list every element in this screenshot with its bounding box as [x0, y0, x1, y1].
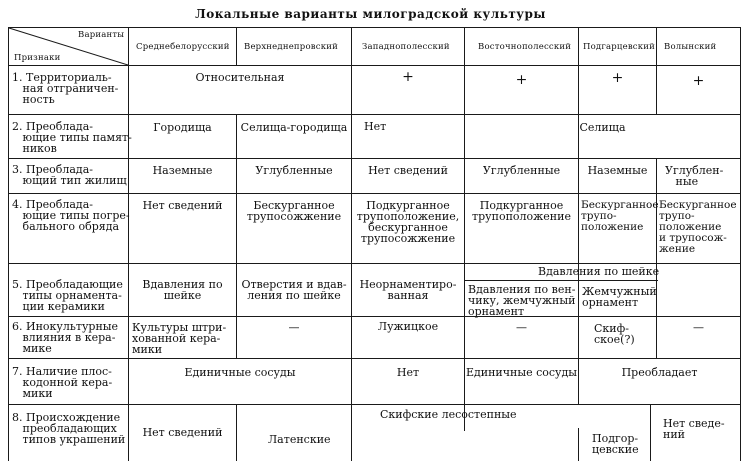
row1-cell-v4: + [515, 72, 528, 88]
row2-cell-v3: Нет [364, 120, 387, 133]
row8-cell-span: Скифские лесостепные [380, 408, 517, 421]
row5-cell-v2: Отверстия и вдав- ления по шейке [241, 278, 347, 302]
row4-cell-v1: Нет сведений [142, 199, 223, 212]
row2-cell-merged: Селища [579, 121, 626, 134]
row-label-8: 8. Происхождение преобладающих типов украшений [12, 411, 126, 446]
row1-cell-v6: + [692, 73, 705, 89]
row6-cell-v2: — [288, 321, 300, 334]
header-variant-2: Верхнеднепровский [244, 42, 338, 52]
row-label-7: 7. Наличие плос- кодонной кера- мики [12, 365, 113, 400]
row6-cell-v5: Скиф- ское(?) [594, 322, 635, 346]
row4-cell-v3: Подкурганное трупоположение, бескурганное трупосожжение [356, 199, 460, 245]
header-variant-3: Западнополесский [362, 42, 450, 52]
row3-cell-v2: Углубленные [255, 164, 333, 177]
row-label-3: 3. Преоблада- ющий тип жилищ [12, 163, 127, 187]
corner-features-label: Признаки [14, 53, 61, 63]
row8-cell-v6: Нет сведе- ний [663, 417, 725, 441]
row2-cell-v2: Селища-городища [240, 121, 348, 134]
row-label-6: 6. Инокультурные влияния в кера- мике [12, 320, 119, 355]
row7-cell-merged-12: Единичные сосуды [184, 366, 296, 379]
header-variant-1: Среднебелорусский [136, 42, 230, 52]
row4-cell-v4: Подкурганное трупоположение [472, 199, 571, 223]
header-variant-6: Волынский [664, 42, 717, 52]
row5-cell-v4: Вдавления по вен- чику, жемчужный орнамент [468, 283, 576, 318]
row4-cell-v2: Бескурганное трупосожжение [246, 199, 342, 223]
row4-cell-v5: Бескурганное трупо- положение [581, 199, 659, 233]
row3-cell-v5: Наземные [587, 164, 648, 177]
header-variant-5: Подгарцевский [583, 42, 656, 52]
row2-cell-v1: Городища [153, 121, 212, 134]
row7-cell-v4: Единичные сосуды [465, 366, 578, 379]
row3-cell-v3: Нет сведений [368, 164, 448, 177]
row3-cell-v1: Наземные [152, 164, 213, 177]
row8-cell-v5: Подгор- цевские [592, 432, 639, 456]
row6-cell-v1: Культуры штри- хованной кера- мики [132, 321, 227, 356]
row3-cell-v6: Углублен- ные [665, 164, 724, 188]
row7-cell-merged-56: Преобладает [621, 366, 698, 379]
row-label-5: 5. Преобладающие типы орнамента- ции керамики [12, 278, 123, 313]
row-label-2: 2. Преоблада- ющие типы памят- ников [12, 120, 132, 155]
corner-variants-label: Варианты [78, 30, 125, 40]
row8-cell-v2: Латенские [268, 433, 331, 446]
row1-cell-v3: + [402, 69, 414, 85]
table-title: Локальные варианты милоградской культуры [195, 7, 546, 21]
row3-cell-v4: Углубленные [482, 164, 561, 177]
row5-cell-v1: Вдавления по шейке [142, 278, 223, 302]
row6-cell-v3: Лужицкое [377, 320, 439, 333]
row5-cell-v5: Жемчужный орнамент [582, 285, 657, 309]
row5-cell-span: Вдавления по шейке [538, 265, 660, 278]
row-label-1: 1. Территориаль- ная отграничен- ность [12, 71, 119, 106]
row1-cell-v5: + [611, 70, 624, 86]
row6-cell-v4: — [516, 321, 527, 334]
row-label-4: 4. Преоблада- ющие типы погре- бального обряда [12, 198, 130, 233]
row8-cell-v1: Нет сведений [142, 426, 223, 439]
row5-cell-v3: Неорнаментиро- ванная [359, 278, 457, 302]
row7-cell-v3: Нет [396, 366, 420, 379]
row4-cell-v6: Бескурганное трупо- положение и трупосож- жение [659, 199, 737, 255]
header-variant-4: Восточнополесский [478, 42, 572, 52]
row1-cell-merged: Относительная [195, 71, 285, 84]
row6-cell-v6: — [693, 321, 704, 334]
